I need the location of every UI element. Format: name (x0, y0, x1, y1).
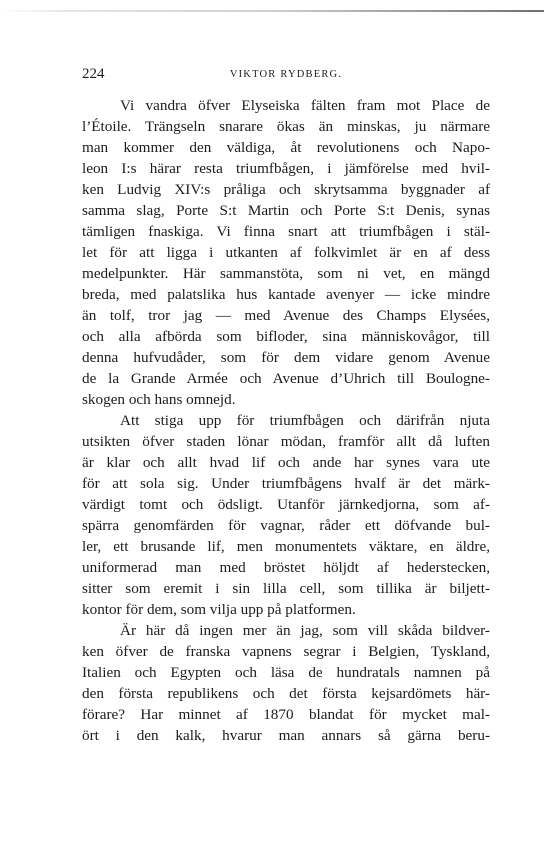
text-line: och alla afbörda som bifloder, sina människovågor, till (82, 328, 490, 345)
text-line: Att stiga upp för triumfbågen och därifrån njuta (120, 412, 490, 429)
text-line: förare? Har minnet af 1870 blandat för mycket mal- (82, 706, 490, 723)
text-line: medelpunkter. Här sammanstöta, som ni vet, en mängd (82, 265, 490, 282)
text-line: värdigt tomt och ödsligt. Utanför järnkedjorna, som af- (82, 496, 490, 513)
text-line: uniformerad man med bröstet höljdt af hederstecken, (82, 559, 490, 576)
text-line: let för att ligga i utkanten af folkvimlet är en af dess (82, 244, 490, 261)
running-head: VIKTOR RYDBERG. (229, 69, 343, 80)
text-line: kontor för dem, som vilja upp på platformen. (82, 601, 356, 618)
top-border-line (0, 10, 544, 12)
text-line: de la Grande Armée och Avenue d’Uhrich till Boulogne- (82, 370, 490, 387)
text-line: spärra genomfärden för vagnar, råder ett döfvande bul- (82, 517, 490, 534)
text-line: för att sola sig. Under triumfbågens hvalf är det märk- (82, 475, 490, 492)
text-line: ört i den kalk, hvarur man annars så gärna beru- (82, 727, 490, 744)
text-line: den första republikens och det första kejsardömets här- (82, 685, 490, 702)
text-line: Vi vandra öfver Elyseiska fälten fram mot Place de (120, 97, 490, 114)
text-line: skogen och hans omnejd. (82, 391, 236, 408)
text-line: är klar och allt hvad lif och ande har synes vara ute (82, 454, 490, 471)
text-line: Italien och Egypten och läsa de hundratals namnen på (82, 664, 490, 681)
text-line: breda, med palatslika hus kantade avenyer — icke mindre (82, 286, 490, 303)
text-line: leon I:s härar resta triumfbågen, i jämförelse med hvil- (82, 160, 490, 177)
text-line: tämligen fnaskiga. Vi finna snart att triumfbågen i stäl- (82, 223, 490, 240)
text-line: än tolf, tror jag — med Avenue des Champs Elysées, (82, 307, 490, 324)
page-header (82, 65, 490, 83)
text-line: ken öfver de franska vapnens segrar i Belgien, Tyskland, (82, 643, 490, 660)
text-line: utsikten öfver staden lönar mödan, framför allt då luften (82, 433, 490, 450)
text-line: l’Étoile. Trängseln snarare ökas än minskas, ju närmare (82, 118, 490, 135)
text-line: ken Ludvig XIV:s pråliga och skrytsamma byggnader af (82, 181, 490, 198)
text-line: man kommer den väldiga, åt revolutionens och Napo- (82, 139, 490, 156)
text-line: Är här då ingen mer än jag, som vill skåda bildver- (120, 622, 490, 639)
page-number: 224 (82, 66, 105, 82)
text-line: ler, ett brusande lif, men monumentets väktare, en äldre, (82, 538, 490, 555)
text-line: sitter som eremit i sin lilla cell, som tillika är biljett- (82, 580, 490, 597)
text-line: samma slag, Porte S:t Martin och Porte S:t Denis, synas (82, 202, 490, 219)
text-line: denna hufvudåder, som för dem vidare genom Avenue (82, 349, 490, 366)
body-text (82, 95, 490, 746)
